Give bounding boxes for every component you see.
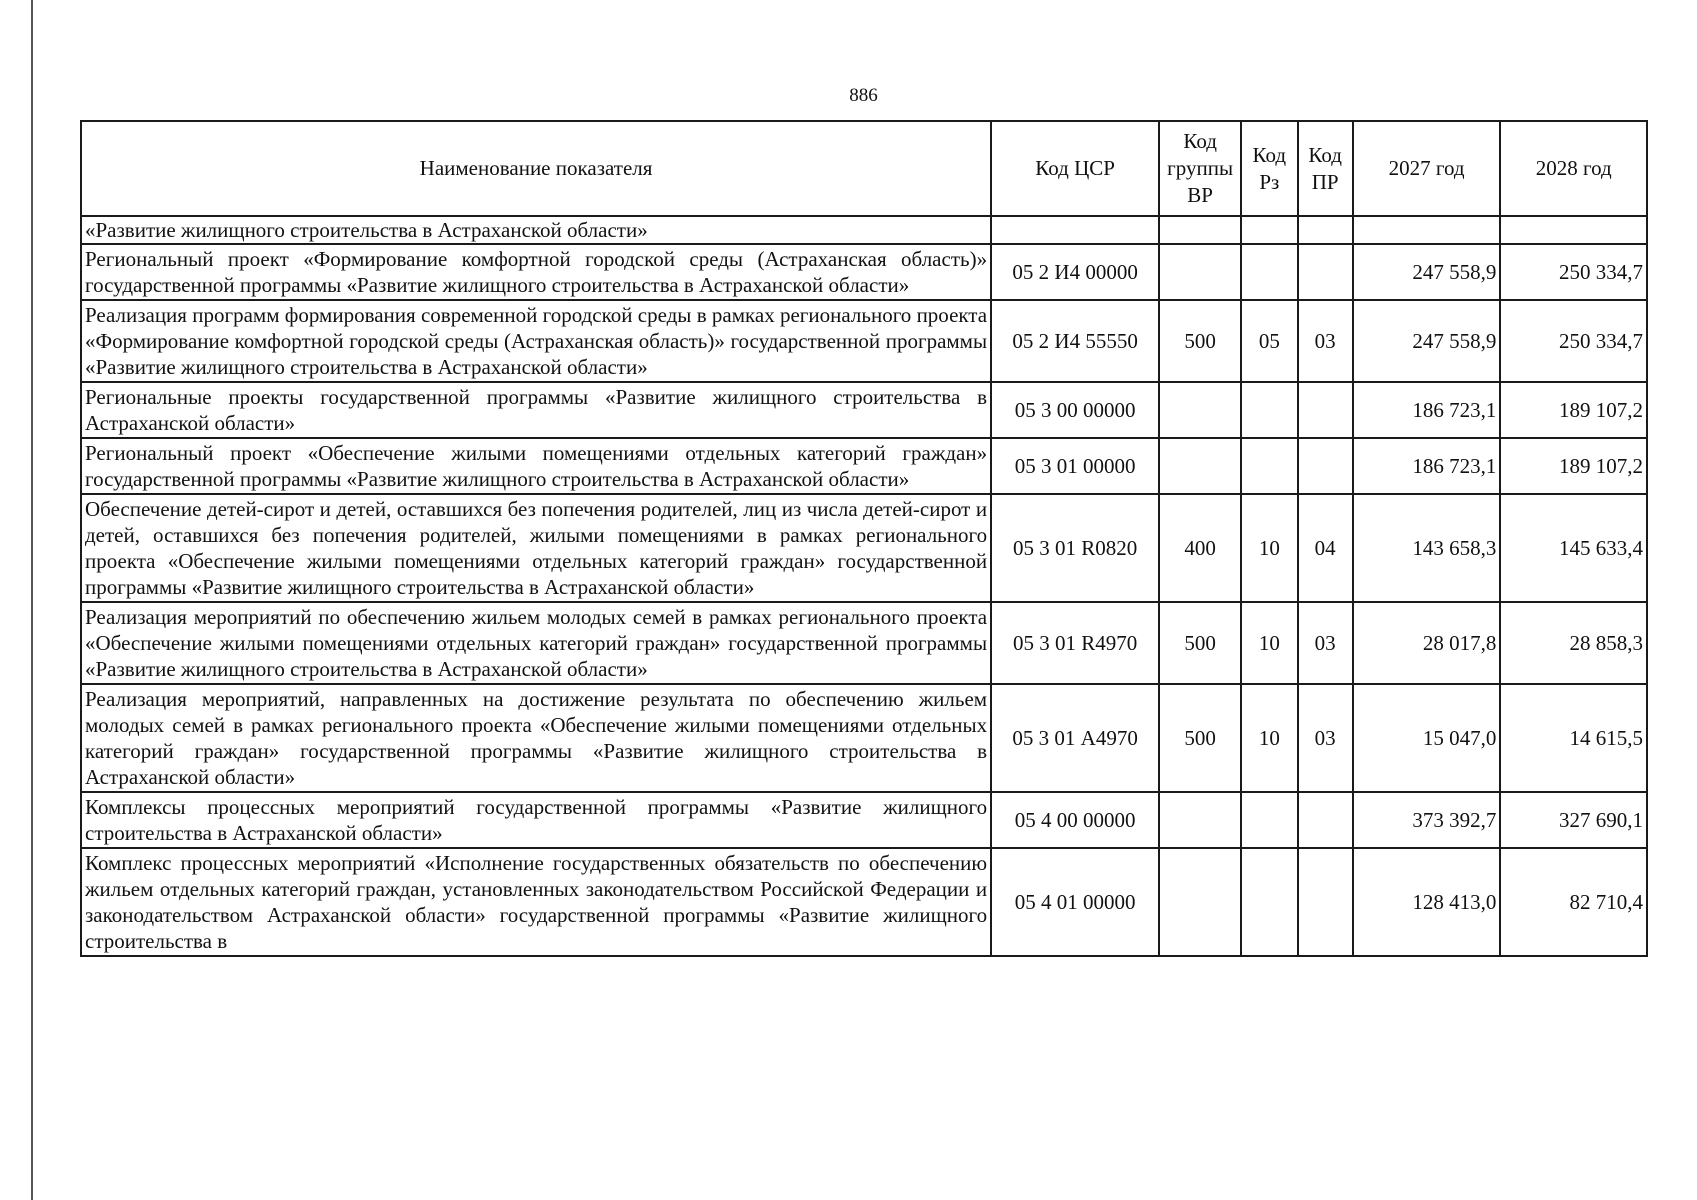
row-csr: 05 2 И4 00000	[991, 244, 1159, 300]
table-row	[81, 602, 1647, 684]
page-number: 886	[849, 85, 878, 106]
table-row	[81, 848, 1647, 956]
row-vr: 500	[1159, 602, 1241, 684]
table-row	[81, 494, 1647, 602]
header-csr: Код ЦСР	[991, 121, 1159, 216]
row-2027: 28 017,8	[1353, 602, 1501, 684]
row-name: Обеспечение детей-сирот и детей, оставшихся без попечения родителей, лиц из числа детей-сирот и детей, оставшихся без попечения родителей, жилыми помещениями в рамках регионального проекта «Обеспечение жилыми помещениями отдельных категорий граждан» государственной программы «Развитие жилищного строительства в Астраханской области»	[81, 494, 991, 602]
row-vr	[1159, 438, 1241, 494]
row-csr: 05 3 01 00000	[991, 438, 1159, 494]
row-csr	[991, 216, 1159, 244]
row-vr: 400	[1159, 494, 1241, 602]
row-csr: 05 4 01 00000	[991, 848, 1159, 956]
row-vr	[1159, 216, 1241, 244]
row-name: Региональный проект «Формирование комфортной городской среды (Астраханская область)» государственной программы «Развитие жилищного строительства в Астраханской области»	[81, 244, 991, 300]
row-2027: 143 658,3	[1353, 494, 1501, 602]
row-name: Комплексы процессных мероприятий государственной программы «Развитие жилищного строительства в Астраханской области»	[81, 792, 991, 848]
table-row	[81, 792, 1647, 848]
row-2028: 189 107,2	[1500, 438, 1647, 494]
row-rz: 10	[1241, 684, 1297, 792]
row-vr	[1159, 848, 1241, 956]
row-2027: 15 047,0	[1353, 684, 1501, 792]
row-2028: 250 334,7	[1500, 244, 1647, 300]
row-csr: 05 2 И4 55550	[991, 300, 1159, 382]
row-2027: 128 413,0	[1353, 848, 1501, 956]
row-csr: 05 4 00 00000	[991, 792, 1159, 848]
header-2028: 2028 год	[1500, 121, 1647, 216]
row-rz	[1241, 438, 1297, 494]
row-2027: 373 392,7	[1353, 792, 1501, 848]
row-name: Реализация мероприятий по обеспечению жильем молодых семей в рамках регионального проекта «Обеспечение жилыми помещениями отдельных категорий граждан» государственной программы «Развитие жилищного строительства в Астраханской области»	[81, 602, 991, 684]
row-csr: 05 3 00 00000	[991, 382, 1159, 438]
row-vr: 500	[1159, 300, 1241, 382]
header-name: Наименование показателя	[81, 121, 991, 216]
row-name: Региональные проекты государственной программы «Развитие жилищного строительства в Астраханской области»	[81, 382, 991, 438]
row-2027: 186 723,1	[1353, 382, 1501, 438]
row-name: Реализация мероприятий, направленных на достижение результата по обеспечению жильем молодых семей в рамках регионального проекта «Обеспечение жилыми помещениями отдельных категорий граждан» государственной программы «Развитие жилищного строительства в Астраханской области»	[81, 684, 991, 792]
row-pr	[1298, 382, 1353, 438]
row-vr	[1159, 244, 1241, 300]
table-row	[81, 216, 1647, 244]
row-csr: 05 3 01 R0820	[991, 494, 1159, 602]
row-name: Реализация программ формирования современной городской среды в рамках регионального проекта «Формирование комфортной городской среды (Астраханская область)» государственной программы «Развитие жилищного строительства в Астраханской области»	[81, 300, 991, 382]
row-pr: 03	[1298, 602, 1353, 684]
table-row	[81, 244, 1647, 300]
header-pr: Код ПР	[1298, 121, 1353, 216]
table-header-row	[81, 121, 1647, 216]
row-2027: 186 723,1	[1353, 438, 1501, 494]
binding-margin-line	[31, 0, 33, 1200]
header-rz: Код Рз	[1241, 121, 1297, 216]
row-2027: 247 558,9	[1353, 300, 1501, 382]
row-vr	[1159, 382, 1241, 438]
row-2028: 28 858,3	[1500, 602, 1647, 684]
table-row	[81, 684, 1647, 792]
row-pr	[1298, 216, 1353, 244]
row-pr: 03	[1298, 300, 1353, 382]
header-2027: 2027 год	[1353, 121, 1501, 216]
budget-table	[80, 120, 1648, 957]
row-2027: 247 558,9	[1353, 244, 1501, 300]
row-rz: 10	[1241, 494, 1297, 602]
row-2028	[1500, 216, 1647, 244]
row-name: «Развитие жилищного строительства в Астраханской области»	[81, 216, 991, 244]
table-row	[81, 300, 1647, 382]
row-rz	[1241, 244, 1297, 300]
row-2028: 14 615,5	[1500, 684, 1647, 792]
row-pr	[1298, 792, 1353, 848]
row-rz	[1241, 216, 1297, 244]
row-rz	[1241, 848, 1297, 956]
row-2028: 145 633,4	[1500, 494, 1647, 602]
row-vr	[1159, 792, 1241, 848]
row-2028: 82 710,4	[1500, 848, 1647, 956]
row-rz	[1241, 792, 1297, 848]
row-2028: 327 690,1	[1500, 792, 1647, 848]
row-rz	[1241, 382, 1297, 438]
row-rz: 10	[1241, 602, 1297, 684]
table-row	[81, 438, 1647, 494]
row-2027	[1353, 216, 1501, 244]
row-csr: 05 3 01 А4970	[991, 684, 1159, 792]
table-row	[81, 382, 1647, 438]
row-csr: 05 3 01 R4970	[991, 602, 1159, 684]
row-name: Региональный проект «Обеспечение жилыми помещениями отдельных категорий граждан» государственной программы «Развитие жилищного строительства в Астраханской области»	[81, 438, 991, 494]
row-pr: 03	[1298, 684, 1353, 792]
row-name: Комплекс процессных мероприятий «Исполнение государственных обязательств по обеспечению жильем отдельных категорий граждан, установленных законодательством Российской Федерации и законодательством Астраханской области» государственной программы «Развитие жилищного строительства в	[81, 848, 991, 956]
row-2028: 189 107,2	[1500, 382, 1647, 438]
row-pr	[1298, 848, 1353, 956]
row-vr: 500	[1159, 684, 1241, 792]
row-pr	[1298, 438, 1353, 494]
row-pr: 04	[1298, 494, 1353, 602]
row-pr	[1298, 244, 1353, 300]
row-2028: 250 334,7	[1500, 300, 1647, 382]
row-rz: 05	[1241, 300, 1297, 382]
header-vr: Код группы ВР	[1159, 121, 1241, 216]
